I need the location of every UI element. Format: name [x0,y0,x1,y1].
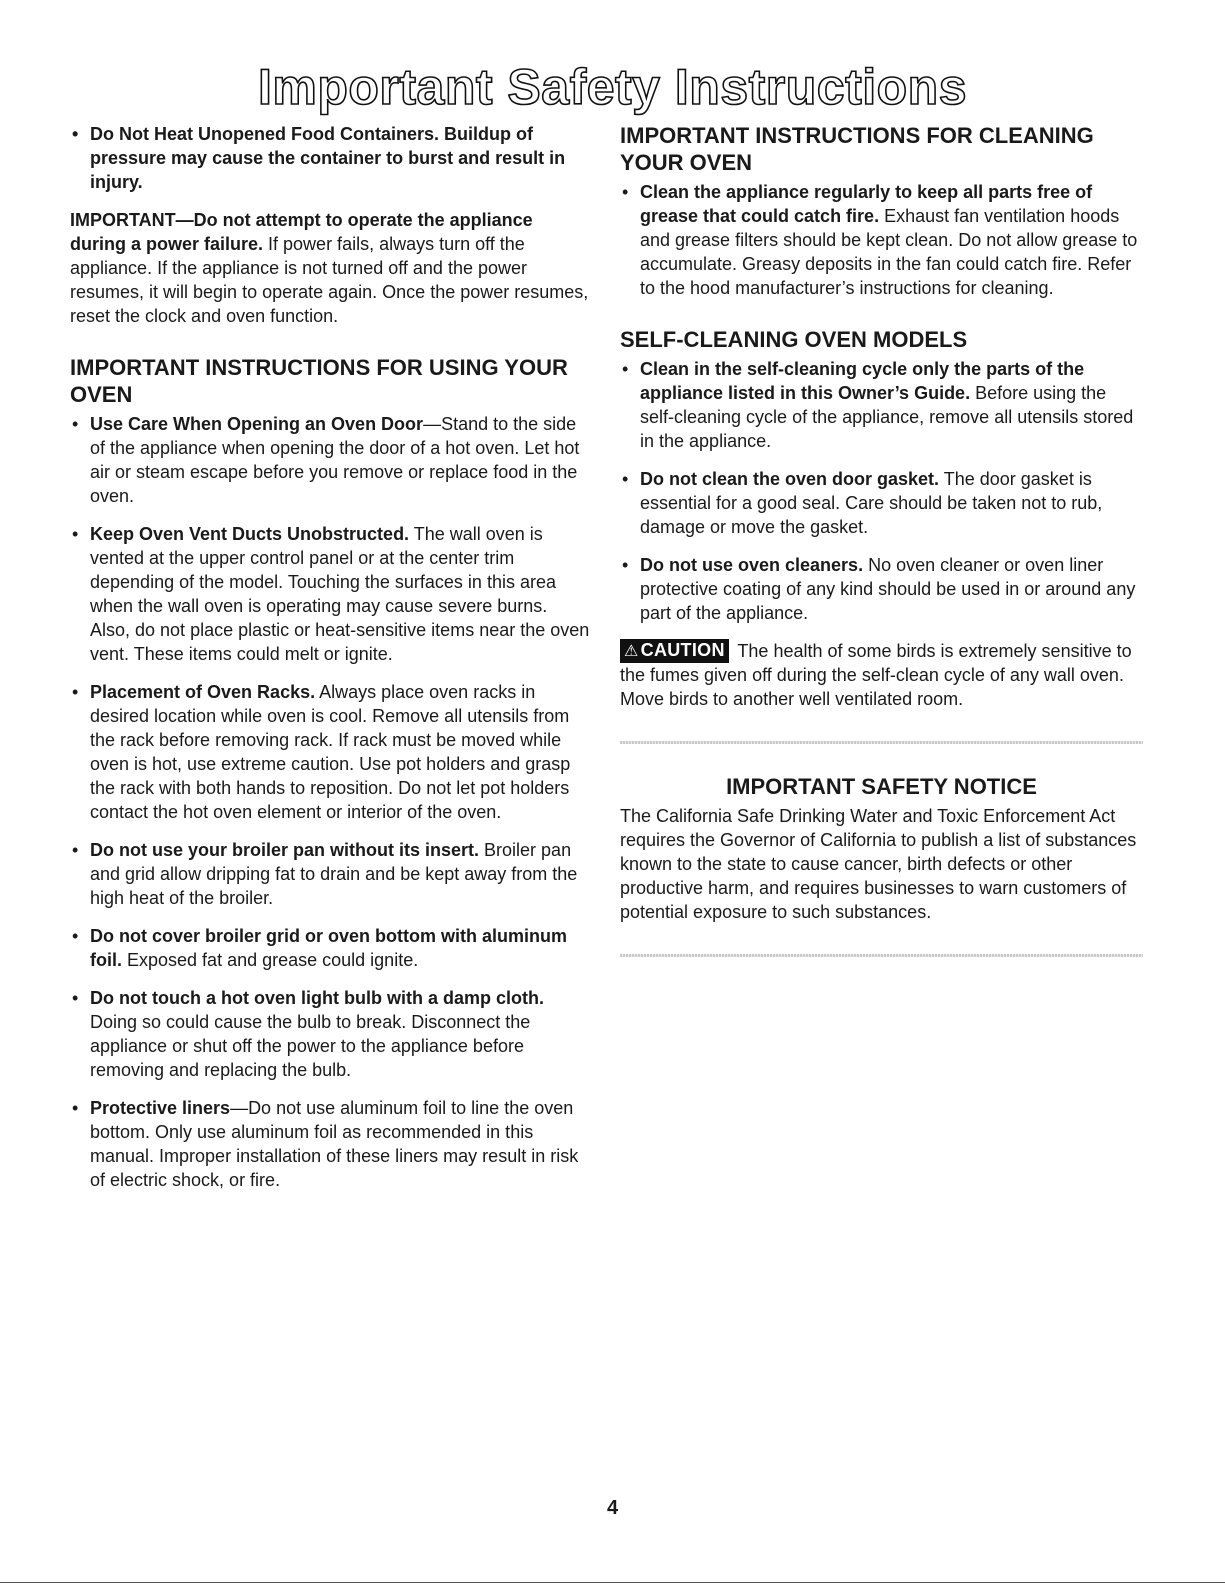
list-item [70,838,590,910]
item-bold: Keep Oven Vent Ducts Unobstructed. [90,524,410,544]
using-oven-heading: IMPORTANT INSTRUCTIONS FOR USING YOUR OVEN [70,355,568,407]
item-bold: Use Care When Opening an Oven Door [90,414,424,434]
list-item [70,680,590,824]
divider [620,741,1143,744]
item-bold: Placement of Oven Racks. [90,682,316,702]
caution-text: The health of some birds is extremely sensitive to the fumes given off during the self-clean cycle of any wall oven. Move birds to another well ventilated room. [620,641,1132,709]
item-text: —Do not use aluminum foil to line the oven bottom. Only use aluminum foil as recommended in this manual. Improper installation of these liners may result in risk of electric shock, or fire. [90,1098,579,1190]
item-text: No oven cleaner or oven liner protective coating of any kind should be used in or around any part of the appliance. [640,555,1136,623]
warning-triangle-icon: ⚠ [624,643,639,660]
divider [620,954,1143,957]
cleaning-heading: IMPORTANT INSTRUCTIONS FOR CLEANING YOUR OVEN [620,123,1094,175]
item-text: Exposed fat and grease could ignite. [122,950,419,970]
list-item [620,467,1143,539]
page-number: 4 [606,1497,619,1519]
power-failure-bold: IMPORTANT—Do not attempt to operate the appliance during a power failure. [70,210,533,254]
safety-notice-title: IMPORTANT SAFETY NOTICE [726,774,1037,799]
caution-paragraph [620,639,1143,711]
item-text: The door gasket is essential for a good seal. Care should be taken not to rub, damage or move the gasket. [640,469,1103,537]
item-bold: Do not use your broiler pan without its insert. [90,840,480,860]
list-item [620,180,1143,300]
item-text: Before using the self-cleaning cycle of the appliance, remove all utensils stored in the appliance. [640,383,1134,451]
caution-badge [620,639,729,663]
item-text: Doing so could cause the bulb to break. Disconnect the appliance or shut off the power to the appliance before removing and replacing the bulb. [90,1012,531,1080]
list-item [70,1096,590,1192]
list-item [620,357,1143,453]
safety-notice-text: The California Safe Drinking Water and Toxic Enforcement Act requires the Governor of California to publish a list of substances known to the state to cause cancer, birth defects or other productive harm, and requires businesses to warn customers of potential exposure to such substances. [620,806,1137,922]
power-failure-paragraph [70,208,590,328]
power-failure-text: If power fails, always turn off the appliance. If the appliance is not turned off and the power resumes, it will begin to operate again. Once the power resumes, reset the clock and oven function. [70,234,589,326]
list-item [70,412,590,508]
item-bold: Do not touch a hot oven light bulb with a damp cloth. [90,988,544,1008]
intro-bullet: • Do Not Heat Unopened Food Containers. Buildup of pressure may cause the container to burst and result in injury. [70,122,590,194]
item-bold: Do not use oven cleaners. [640,555,864,575]
item-text: Exhaust fan ventilation hoods and grease filters should be kept clean. Do not allow grease to accumulate. Greasy deposits in the fan could catch fire. Refer to the hood manufacturer’s instructions for cleaning. [640,206,1138,298]
item-text: The wall oven is vented at the upper control panel or at the center trim depending of the model. Touching the surfaces in this area when the wall oven is operating may cause severe burns. Also, do not place plastic or heat-sensitive items near the oven vent. These items could melt or ignite. [90,524,590,664]
list-item [70,522,590,666]
right-column [620,122,1143,957]
list-item [70,986,590,1082]
item-bold: Clean the appliance regularly to keep all parts free of grease that could catch fire. [640,182,1093,226]
page-title: Important Safety Instructions [257,59,968,115]
item-bold: Do not cover broiler grid or oven bottom with aluminum foil. [90,926,568,970]
left-column [70,122,590,1206]
item-text: Always place oven racks in desired location while oven is cool. Remove all utensils from the rack before removing rack. If rack must be moved while oven is hot, use extreme caution. Use pot holders and grasp the rack with both hands to reposition. Do not let pot holders contact the hot oven element or interior of the oven. [90,682,571,822]
item-text: Broiler pan and grid allow dripping fat to drain and be kept away from the high heat of the broiler. [90,840,578,908]
list-item [620,553,1143,625]
self-cleaning-heading: SELF-CLEANING OVEN MODELS [620,327,968,352]
item-bold: Protective liners [90,1098,231,1118]
list-item [70,924,590,972]
item-text: —Stand to the side of the appliance when opening the door of a hot oven. Let hot air or steam escape before you remove or replace food in the oven. [90,414,580,506]
caution-label: CAUTION [640,640,725,660]
bottom-rule [0,1582,1225,1583]
item-bold: Do not clean the oven door gasket. [640,469,940,489]
item-bold: Clean in the self-cleaning cycle only the parts of the appliance listed in this Owner’s Guide. [640,359,1085,403]
